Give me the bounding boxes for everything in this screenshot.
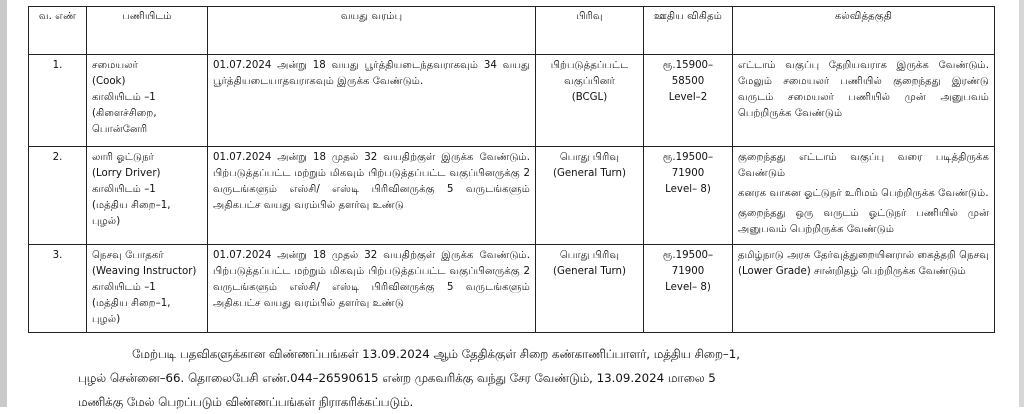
post-location: (மத்திய சிறை–1, bbox=[92, 298, 171, 309]
row-category bbox=[536, 147, 644, 245]
header-pay-scale: ஊதிய விகிதம் bbox=[644, 7, 733, 55]
row-qualification bbox=[733, 147, 995, 245]
category-line: (BCGL) bbox=[571, 92, 608, 103]
category-line: வகுப்பினர் bbox=[564, 76, 615, 87]
row-age-limit: 01.07.2024 அன்று 18 வயது பூர்த்தியடைந்தவராகவும் 34 வயது பூர்த்தியடையாதவராகவும் இருக்க வேண்டும். bbox=[208, 55, 536, 147]
post-vacancy: காலியிடம் –1 bbox=[92, 184, 156, 195]
pay-line: 58500 bbox=[671, 76, 705, 87]
qualification-text: குறைந்தது ஒரு வருடம் ஓட்டுநர் பணியில் முன் அனுபவம் பெற்றிருக்க வேண்டும் bbox=[738, 208, 989, 235]
notice-line: மேற்படி பதவிகளுக்கான விண்ணப்பங்கள் 13.09.2024 ஆம் தேதிக்குள் சிறை கண்காணிப்பாளர், மத்திய சிறை–1, bbox=[132, 347, 741, 361]
post-vacancy: காலியிடம் –1 bbox=[92, 282, 156, 293]
post-location-city: பொன்னேரி bbox=[92, 124, 148, 135]
row-age-limit: 01.07.2024 அன்று 18 முதல் 32 வயதிற்குள் இருக்க வேண்டும். பிற்படுத்தப்பட்ட மற்றும் மிகவும் பிற்படுத்தப்பட்ட வகுப்பினருக்கு 2 வருடங்களும் எஸ்சி/ எஸ்டி பிரிவினருக்கு 5 வருடங்களும் அதிகபட்ச வயது வரம்பில் தளர்வு உண்டு bbox=[208, 147, 536, 245]
table-row bbox=[29, 55, 995, 147]
pay-level: Level–2 bbox=[668, 92, 708, 103]
pay-line: 71900 bbox=[671, 168, 705, 179]
header-age-limit: வயது வரம்பு bbox=[208, 7, 536, 55]
pay-level: Level– 8) bbox=[665, 184, 711, 195]
page-edge-left bbox=[0, 0, 7, 407]
qualification-text: எட்டாம் வகுப்பு தேறியவராக இருக்க வேண்டும். மேலும் சமையலர் பணியில் குறைந்தது இரண்டு வருடம் சமையலர் பணியில் முன் அனுபவம் பெற்றிருக்க வேண்டும் bbox=[738, 60, 989, 119]
vacancy-table bbox=[28, 6, 995, 333]
row-category bbox=[536, 245, 644, 333]
post-title: லாரி ஓட்டுநர் bbox=[92, 152, 154, 163]
row-post bbox=[87, 245, 208, 333]
notice-line: புழல் சென்னை–66. தொலைபேசி எண்.044–26590615 என்ற முகவரிக்கு வந்து சேர வேண்டும், 13.09.2024 மாலை 5 bbox=[78, 371, 716, 385]
post-title-english: (Weaving Instructor) bbox=[92, 266, 197, 277]
post-vacancy: காலியிடம் –1 bbox=[92, 92, 156, 103]
post-title-english: (Lorry Driver) bbox=[92, 168, 161, 179]
post-title-english: (Cook) bbox=[92, 76, 126, 87]
row-pay-scale bbox=[644, 55, 733, 147]
post-location: (கிளைச்சிறை, bbox=[92, 108, 157, 119]
table-header-row bbox=[29, 7, 995, 55]
category-line: (General Turn) bbox=[553, 168, 626, 179]
pay-level: Level– 8) bbox=[665, 282, 711, 293]
row-qualification bbox=[733, 245, 995, 333]
row-qualification bbox=[733, 55, 995, 147]
application-notice bbox=[78, 342, 950, 414]
header-serial-no: வ. எண் bbox=[29, 7, 87, 55]
qualification-text: குறைந்தது எட்டாம் வகுப்பு வரை படித்திருக்க வேண்டும் bbox=[738, 152, 989, 179]
row-age-limit: 01.07.2024 அன்று 18 முதல் 32 வயதிற்குள் இருக்க வேண்டும். பிற்படுத்தப்பட்ட மற்றும் மிகவும் பிற்படுத்தப்பட்ட வகுப்பினருக்கு 2 வருடங்களும் எஸ்சி/ எஸ்டி பிரிவினருக்கு 5 வருடங்களும் அதிகபட்ச வயது வரம்பில் தளர்வு உண்டு bbox=[208, 245, 536, 333]
pay-line: ரூ.15900– bbox=[662, 60, 714, 71]
qualification-text: கனரக வாகன ஓட்டுநர் உரிமம் பெற்றிருக்க வேண்டும். bbox=[738, 188, 989, 199]
page-edge-right bbox=[1019, 0, 1024, 407]
category-line: பொது பிரிவு bbox=[559, 250, 620, 261]
table-row bbox=[29, 245, 995, 333]
pay-line: 71900 bbox=[671, 266, 705, 277]
notice-line: மணிக்கு மேல் பெறப்படும் விண்ணப்பங்கள் நிராகரிக்கப்படும். bbox=[78, 395, 414, 409]
row-pay-scale bbox=[644, 147, 733, 245]
row-serial-no: 1. bbox=[29, 55, 87, 147]
post-title: சமையலர் bbox=[92, 60, 138, 71]
category-line: பொது பிரிவு bbox=[559, 152, 620, 163]
row-post bbox=[87, 55, 208, 147]
header-post: பணியிடம் bbox=[87, 7, 208, 55]
category-line: (General Turn) bbox=[553, 266, 626, 277]
post-location-city: புழல்) bbox=[92, 216, 121, 227]
header-category: பிரிவு bbox=[536, 7, 644, 55]
category-line: பிற்படுத்தப்பட்ட bbox=[550, 60, 629, 71]
pay-line: ரூ.19500– bbox=[662, 250, 714, 261]
row-category bbox=[536, 55, 644, 147]
post-location-city: புழல்) bbox=[92, 314, 121, 325]
pay-line: ரூ.19500– bbox=[662, 152, 714, 163]
row-post bbox=[87, 147, 208, 245]
row-serial-no: 2. bbox=[29, 147, 87, 245]
qualification-text: தமிழ்நாடு அரசு தேர்வுத்துறையினரால் கைத்தறி நெசவு (Lower Grade) சான்றிதழ் பெற்றிருக்க வேண்டும் bbox=[738, 250, 989, 277]
table-row bbox=[29, 147, 995, 245]
row-pay-scale bbox=[644, 245, 733, 333]
header-qualification: கல்வித்தகுதி bbox=[733, 7, 995, 55]
row-serial-no: 3. bbox=[29, 245, 87, 333]
post-location: (மத்திய சிறை–1, bbox=[92, 200, 171, 211]
post-title: நெசவு போதகர் bbox=[92, 250, 164, 261]
